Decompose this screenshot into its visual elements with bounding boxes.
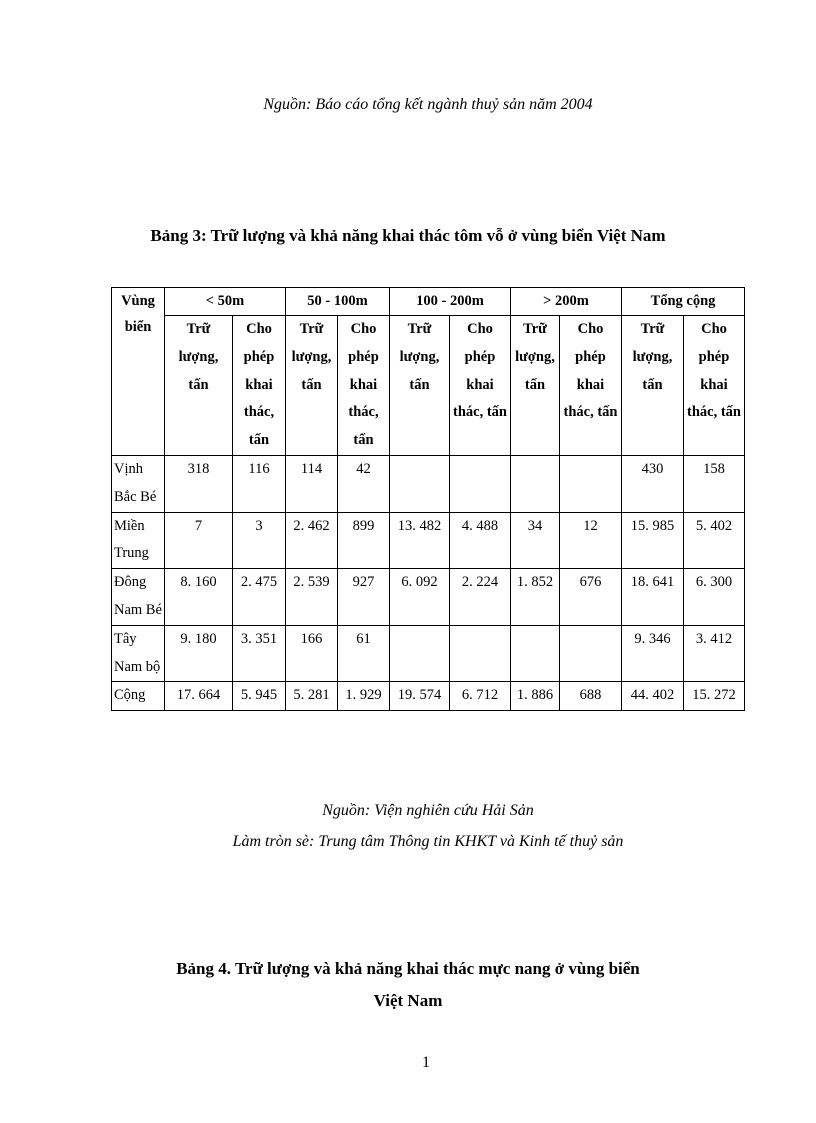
depth-group-header: 100 - 200m xyxy=(390,288,511,316)
value-cell: 114 xyxy=(286,455,338,512)
value-cell: 1. 929 xyxy=(338,682,390,711)
value-cell xyxy=(560,455,622,512)
value-cell: 318 xyxy=(165,455,233,512)
value-cell: 5. 402 xyxy=(684,512,745,569)
sub-header-allowed: Cho phép khai thác, tấn xyxy=(450,316,511,456)
region-cell: Vịnh Bắc Bé xyxy=(112,455,165,512)
value-cell: 4. 488 xyxy=(450,512,511,569)
source-note-top: Nguồn: Báo cáo tổng kết ngành thuỷ sản năm 2004 xyxy=(263,96,593,113)
value-cell xyxy=(511,455,560,512)
table3-header-row-1 xyxy=(112,288,745,316)
value-cell: 116 xyxy=(233,455,286,512)
value-cell: 15. 985 xyxy=(622,512,684,569)
sub-header-allowed: Cho phép khai thác, tấn xyxy=(684,316,745,456)
sub-header-allowed: Cho phép khai thác, tấn xyxy=(338,316,390,456)
value-cell: 34 xyxy=(511,512,560,569)
value-cell: 899 xyxy=(338,512,390,569)
value-cell: 2. 462 xyxy=(286,512,338,569)
sub-header-reserve: Trữ lượng, tấn xyxy=(390,316,450,456)
value-cell: 1. 852 xyxy=(511,569,560,626)
value-cell: 13. 482 xyxy=(390,512,450,569)
sub-header-reserve: Trữ lượng, tấn xyxy=(511,316,560,456)
value-cell: 18. 641 xyxy=(622,569,684,626)
value-cell xyxy=(390,625,450,682)
value-cell: 158 xyxy=(684,455,745,512)
value-cell: 5. 281 xyxy=(286,682,338,711)
region-cell: Tây Nam bộ xyxy=(112,625,165,682)
value-cell xyxy=(450,625,511,682)
value-cell: 2. 539 xyxy=(286,569,338,626)
value-cell: 688 xyxy=(560,682,622,711)
value-cell: 15. 272 xyxy=(684,682,745,711)
value-cell: 9. 346 xyxy=(622,625,684,682)
region-cell: Đông Nam Bé xyxy=(112,569,165,626)
table4-title-line1: Bảng 4. Trữ lượng và khả năng khai thác mực nang ở vùng biển xyxy=(176,959,640,978)
page-number: 1 xyxy=(422,1054,430,1071)
value-cell: 166 xyxy=(286,625,338,682)
value-cell: 7 xyxy=(165,512,233,569)
rounding-note-line: Làm tròn sè: Trung tâm Thông tin KHKT và Kinh tế thuỷ sản xyxy=(232,833,624,850)
value-cell: 8. 160 xyxy=(165,569,233,626)
table3 xyxy=(111,287,745,711)
table3-title: Bảng 3: Trữ lượng và khả năng khai thác tôm vỗ ở vùng biển Việt Nam xyxy=(150,226,666,245)
value-cell: 19. 574 xyxy=(390,682,450,711)
table-row xyxy=(112,512,745,569)
value-cell: 1. 886 xyxy=(511,682,560,711)
depth-group-header: 50 - 100m xyxy=(286,288,390,316)
table-row xyxy=(112,455,745,512)
region-cell: Cộng xyxy=(112,682,165,711)
value-cell xyxy=(560,625,622,682)
value-cell: 430 xyxy=(622,455,684,512)
table-row xyxy=(112,625,745,682)
value-cell: 42 xyxy=(338,455,390,512)
source-notes-bottom xyxy=(0,795,816,857)
value-cell: 676 xyxy=(560,569,622,626)
value-cell: 3. 412 xyxy=(684,625,745,682)
table4-title-line2: Việt Nam xyxy=(373,991,443,1010)
value-cell: 927 xyxy=(338,569,390,626)
value-cell xyxy=(511,625,560,682)
sub-header-reserve: Trữ lượng, tấn xyxy=(286,316,338,456)
value-cell: 61 xyxy=(338,625,390,682)
value-cell xyxy=(450,455,511,512)
sub-header-reserve: Trữ lượng, tấn xyxy=(622,316,684,456)
source-note-line: Nguồn: Viện nghiên cứu Hải Sản xyxy=(322,802,534,819)
sub-header-allowed: Cho phép khai thác, tấn xyxy=(560,316,622,456)
region-cell: Miền Trung xyxy=(112,512,165,569)
value-cell: 6. 712 xyxy=(450,682,511,711)
value-cell: 6. 300 xyxy=(684,569,745,626)
value-cell: 5. 945 xyxy=(233,682,286,711)
depth-group-header: < 50m xyxy=(165,288,286,316)
region-header: Vùng biển xyxy=(112,288,165,456)
value-cell xyxy=(390,455,450,512)
value-cell: 9. 180 xyxy=(165,625,233,682)
value-cell: 12 xyxy=(560,512,622,569)
value-cell: 3. 351 xyxy=(233,625,286,682)
table-row xyxy=(112,569,745,626)
value-cell: 6. 092 xyxy=(390,569,450,626)
value-cell: 3 xyxy=(233,512,286,569)
value-cell: 44. 402 xyxy=(622,682,684,711)
table3-body xyxy=(112,455,745,710)
table3-header-row-2 xyxy=(112,316,745,456)
depth-group-header: Tổng cộng xyxy=(622,288,745,316)
value-cell: 17. 664 xyxy=(165,682,233,711)
table-row xyxy=(112,682,745,711)
value-cell: 2. 224 xyxy=(450,569,511,626)
depth-group-header: > 200m xyxy=(511,288,622,316)
value-cell: 2. 475 xyxy=(233,569,286,626)
sub-header-allowed: Cho phép khai thác, tấn xyxy=(233,316,286,456)
sub-header-reserve: Trữ lượng, tấn xyxy=(165,316,233,456)
